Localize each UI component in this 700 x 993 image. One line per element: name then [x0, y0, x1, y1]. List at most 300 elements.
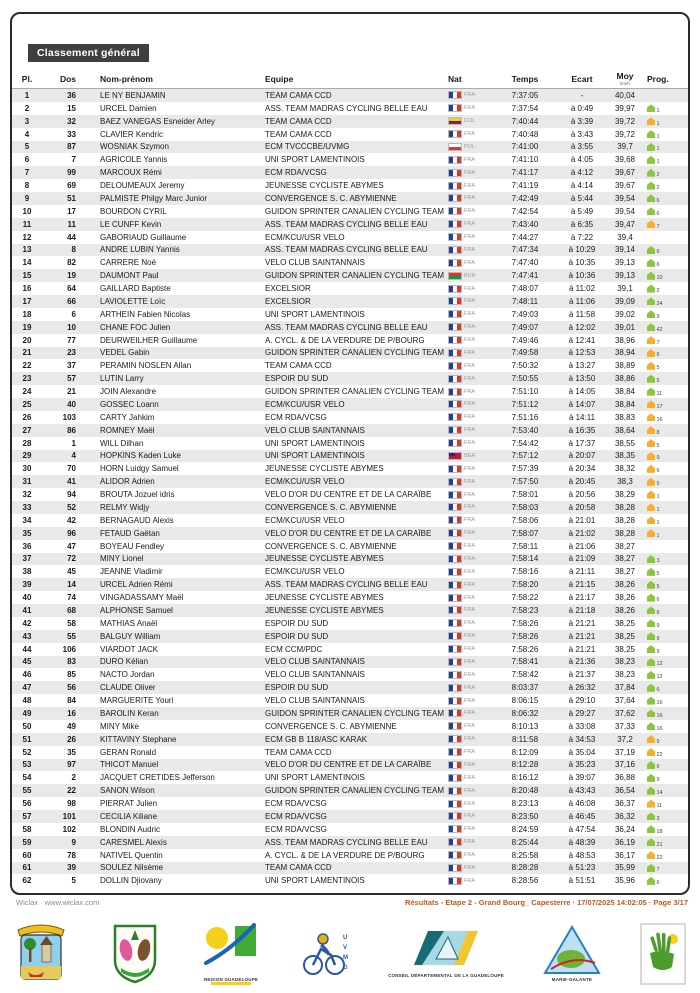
rank-cell: 33 — [22, 502, 32, 512]
progress-up-icon — [647, 825, 655, 833]
team-name: UNI SPORT LAMENTINOIS — [265, 876, 365, 886]
progress-count: 9 — [656, 777, 660, 784]
team-name: ECM RDA/VCSG — [265, 168, 327, 178]
progression-cell — [647, 488, 687, 501]
gap-cell: à 21:15 — [568, 580, 596, 590]
avg-speed-cell: 39,02 — [614, 309, 636, 319]
bib-cell: 32 — [67, 116, 76, 126]
progress-down-icon — [647, 336, 655, 344]
bib-cell: 23 — [67, 348, 76, 358]
progression-cell — [647, 578, 687, 591]
progress-count: 5 — [656, 571, 660, 578]
nationality-cell — [448, 372, 494, 385]
rider-name: MARCOUX Rémi — [100, 168, 162, 178]
marie-galante-label: MARIE-GALANTE — [551, 977, 593, 983]
table-row — [12, 823, 688, 836]
nationality-code: FRA — [464, 620, 475, 627]
fra-flag-icon — [448, 400, 462, 408]
nationality-cell — [448, 553, 494, 566]
progress-count: 1 — [656, 107, 660, 114]
progression-cell — [647, 218, 687, 231]
bib-cell: 99 — [67, 168, 76, 178]
progression-cell — [647, 540, 687, 553]
fra-flag-icon — [448, 323, 462, 331]
gap-cell: à 4:12 — [570, 168, 594, 178]
time-cell: 7:49:03 — [511, 309, 539, 319]
col-header-name: Nom-prénom — [100, 74, 153, 84]
region-underline — [211, 982, 251, 985]
bib-cell: 42 — [67, 515, 76, 525]
gap-cell: à 21:21 — [568, 631, 596, 641]
avg-speed-cell: 38,96 — [614, 335, 636, 345]
table-row — [12, 179, 688, 192]
gap-cell: à 35:23 — [568, 760, 596, 770]
gap-cell: à 12:02 — [568, 322, 596, 332]
fra-flag-icon — [448, 864, 462, 872]
gap-cell: à 39:07 — [568, 773, 596, 783]
fra-flag-icon — [448, 285, 462, 293]
rank-cell: 54 — [22, 773, 32, 783]
team-name: ASS. TEAM MADRAS CYCLING BELLE EAU — [265, 322, 428, 332]
progress-count: 1 — [656, 159, 660, 166]
nationality-cell — [448, 643, 494, 656]
rider-name: BOYEAU Fendley — [100, 541, 165, 551]
progress-count: 5 — [656, 481, 660, 488]
col-header-gap: Ecart — [571, 74, 593, 84]
progression-cell — [647, 359, 687, 372]
rank-cell: 30 — [22, 464, 32, 474]
progress-down-icon — [647, 851, 655, 859]
time-cell: 7:42:49 — [511, 193, 539, 203]
progression-cell — [647, 771, 687, 784]
rider-name: NACTO Jordan — [100, 670, 155, 680]
progress-down-icon — [647, 503, 655, 511]
grand-bourg-coat-of-arms — [14, 922, 68, 986]
rider-name: BOURDON CYRIL — [100, 206, 167, 216]
table-row — [12, 244, 688, 257]
rank-cell: 48 — [22, 696, 32, 706]
wiclax-credit-link[interactable]: Wiclax · www.wiclax.com — [16, 898, 100, 907]
progress-down-icon — [647, 465, 655, 473]
progression-cell — [647, 591, 687, 604]
avg-speed-cell: 38,25 — [614, 618, 636, 628]
fra-flag-icon — [448, 130, 462, 138]
nationality-code: FRA — [464, 633, 475, 640]
rider-name: GAILLARD Baptiste — [100, 284, 171, 294]
nationality-code: FRA — [464, 504, 475, 511]
progress-up-icon — [647, 388, 655, 396]
gap-cell: à 21:37 — [568, 670, 596, 680]
gap-cell: à 16:35 — [568, 425, 596, 435]
rider-name: BAEZ VANEGAS Esneider Arley — [100, 116, 216, 126]
rank-cell: 42 — [22, 618, 32, 628]
gap-cell: à 51:51 — [568, 876, 596, 886]
fra-flag-icon — [448, 851, 462, 859]
progress-up-icon — [647, 259, 655, 267]
progression-cell — [647, 231, 687, 244]
team-name: GUIDON SPRINTER CANALIEN CYCLING TEAM — [265, 348, 444, 358]
avg-speed-cell: 38,55 — [614, 438, 636, 448]
nationality-code: POL — [464, 143, 476, 150]
nationality-code: FRA — [464, 259, 475, 266]
avg-speed-cell: 35,96 — [614, 876, 636, 886]
table-row — [12, 192, 688, 205]
table-row — [12, 475, 688, 488]
sponsor-logos — [14, 918, 686, 990]
avg-speed-cell: 38,27 — [614, 567, 636, 577]
gap-cell: à 33:08 — [568, 721, 596, 731]
rider-name: BALGUY William — [100, 631, 161, 641]
rank-cell: 28 — [22, 438, 32, 448]
nationality-code: FRA — [464, 800, 475, 807]
progression-cell — [647, 874, 687, 887]
team-name: ESPOIR DU SUD — [265, 683, 329, 693]
progress-count: 6 — [656, 352, 660, 359]
bib-cell: 35 — [67, 747, 76, 757]
avg-speed-cell: 38,27 — [614, 554, 636, 564]
table-row — [12, 411, 688, 424]
progression-cell — [647, 462, 687, 475]
fra-flag-icon — [448, 169, 462, 177]
time-cell: 7:58:06 — [511, 515, 539, 525]
progress-down-icon — [647, 220, 655, 228]
avg-speed-cell: 38,28 — [614, 502, 636, 512]
avg-speed-cell: 38,29 — [614, 490, 636, 500]
rider-name: WILL Dilhan — [100, 438, 144, 448]
nationality-cell — [448, 166, 494, 179]
time-cell: 7:41:00 — [511, 142, 539, 152]
fra-flag-icon — [448, 516, 462, 524]
progress-up-icon — [647, 104, 655, 112]
table-row — [12, 514, 688, 527]
progression-cell — [647, 308, 687, 321]
table-row — [12, 282, 688, 295]
bib-cell: 15 — [67, 103, 76, 113]
rider-name: SANON Wilson — [100, 786, 155, 796]
nationality-cell — [448, 411, 494, 424]
fra-flag-icon — [448, 542, 462, 550]
time-cell: 7:42:54 — [511, 206, 539, 216]
region-guadeloupe-logo — [202, 923, 260, 986]
progress-up-icon — [647, 722, 655, 730]
progress-up-icon — [647, 838, 655, 846]
progress-count: 6 — [656, 764, 660, 771]
gap-cell: à 21:06 — [568, 541, 596, 551]
time-cell: 7:58:22 — [511, 593, 539, 603]
progression-cell — [647, 205, 687, 218]
fra-flag-icon — [448, 349, 462, 357]
rider-name: WOSNIAK Szymon — [100, 142, 169, 152]
nationality-code: FRA — [464, 234, 475, 241]
progress-up-icon — [647, 246, 655, 254]
progression-cell — [647, 411, 687, 424]
fra-flag-icon — [448, 503, 462, 511]
table-row — [12, 359, 688, 372]
progress-up-icon — [647, 774, 655, 782]
time-cell: 7:58:41 — [511, 657, 539, 667]
nationality-cell — [448, 823, 494, 836]
avg-speed-cell: 36,37 — [614, 799, 636, 809]
rank-cell: 20 — [22, 335, 32, 345]
rank-cell: 57 — [22, 811, 32, 821]
time-cell: 7:51:16 — [511, 412, 539, 422]
rider-name: VINGADASSAMY Maël — [100, 593, 184, 603]
fra-flag-icon — [448, 568, 462, 576]
nationality-code: FRA — [464, 440, 475, 447]
progression-cell — [647, 475, 687, 488]
gap-cell: à 46:45 — [568, 811, 596, 821]
progress-up-icon — [647, 671, 655, 679]
time-cell: 8:12:09 — [511, 747, 539, 757]
team-name: UNI SPORT LAMENTINOIS — [265, 773, 365, 783]
rider-name: ALIDOR Adrien — [100, 477, 155, 487]
rider-name: URCEL Damien — [100, 103, 157, 113]
progress-up-icon — [647, 156, 655, 164]
rider-name: DOLLIN Djiovany — [100, 876, 162, 886]
fra-flag-icon — [448, 722, 462, 730]
progress-up-icon — [647, 864, 655, 872]
pol-flag-icon — [448, 143, 462, 151]
avg-speed-cell: 39,1 — [617, 284, 633, 294]
gap-cell: à 21:21 — [568, 644, 596, 654]
team-name: VELO CLUB SAINTANNAIS — [265, 425, 365, 435]
progress-down-icon — [647, 426, 655, 434]
progression-cell — [647, 450, 687, 463]
team-name: UNI SPORT LAMENTINOIS — [265, 155, 365, 165]
time-cell: 8:24:59 — [511, 824, 539, 834]
time-cell: 7:54:42 — [511, 438, 539, 448]
progression-cell — [647, 153, 687, 166]
nationality-cell — [448, 862, 494, 875]
rank-cell: 46 — [22, 670, 32, 680]
nationality-cell — [448, 759, 494, 772]
rank-cell: 18 — [22, 309, 32, 319]
rider-name: VEDEL Gabin — [100, 348, 150, 358]
nationality-code: FRA — [464, 246, 475, 253]
rank-cell: 22 — [22, 361, 32, 371]
time-cell: 7:58:16 — [511, 567, 539, 577]
avg-speed-cell: 38,26 — [614, 605, 636, 615]
nationality-cell — [448, 437, 494, 450]
nationality-cell — [448, 565, 494, 578]
team-name: TEAM CAMA CCD — [265, 863, 332, 873]
team-name: ECM RDA/VCSG — [265, 811, 327, 821]
progression-cell — [647, 141, 687, 154]
col-header-progression: Prog. — [647, 74, 669, 84]
rank-cell: 27 — [22, 425, 32, 435]
progress-up-icon — [647, 310, 655, 318]
rider-name: LUTIN Larry — [100, 374, 144, 384]
team-name: A. CYCL. & DE LA VERDURE DE P/BOURG — [265, 335, 425, 345]
pays-marie-galante-logo — [640, 923, 686, 985]
team-name: TEAM CAMA CCD — [265, 747, 332, 757]
table-header — [12, 70, 688, 89]
bib-cell: 10 — [67, 322, 76, 332]
progress-count: 16 — [656, 416, 663, 423]
table-row — [12, 836, 688, 849]
progress-count: 9 — [656, 635, 660, 642]
nationality-code: FRA — [464, 723, 475, 730]
gap-cell: à 21:01 — [568, 515, 596, 525]
gap-cell: à 20:45 — [568, 477, 596, 487]
nationality-cell — [448, 540, 494, 553]
nationality-code: FRA — [464, 92, 475, 99]
avg-speed-cell: 36,54 — [614, 786, 636, 796]
avg-speed-cell: 38,28 — [614, 528, 636, 538]
fra-flag-icon — [448, 439, 462, 447]
avg-speed-unit: km/h — [620, 80, 630, 86]
avg-speed-cell: 38,94 — [614, 348, 636, 358]
gap-cell: à 14:07 — [568, 399, 596, 409]
progress-count: 6 — [656, 262, 660, 269]
gap-cell: à 14:05 — [568, 387, 596, 397]
team-name: ECM/KCU/USR VELO — [265, 477, 345, 487]
gap-cell: à 35:04 — [568, 747, 596, 757]
bib-cell: 44 — [67, 232, 76, 242]
progression-cell — [647, 398, 687, 411]
team-name: EXCELSIOR — [265, 284, 311, 294]
table-row — [12, 205, 688, 218]
rider-name: FETAUD Gaëtan — [100, 528, 160, 538]
gap-cell: à 46:08 — [568, 799, 596, 809]
gap-cell: à 20:34 — [568, 464, 596, 474]
progress-up-icon — [647, 194, 655, 202]
time-cell: 7:37:54 — [511, 103, 539, 113]
progress-up-icon — [647, 297, 655, 305]
progress-up-icon — [647, 130, 655, 138]
progress-count: 2 — [656, 185, 660, 191]
progress-up-icon — [647, 709, 655, 717]
progression-cell — [647, 746, 687, 759]
gap-cell: à 17:37 — [568, 438, 596, 448]
rank-cell: 1 — [24, 90, 30, 100]
conseil-departemental-guadeloupe-logo — [388, 929, 504, 979]
marie-galante-triangle-icon — [543, 925, 601, 977]
progress-count: 8 — [656, 429, 660, 436]
fra-flag-icon — [448, 787, 462, 795]
time-cell: 8:28:56 — [511, 876, 539, 886]
rider-name: GABORIAUD Guillaume — [100, 232, 187, 242]
progress-down-icon — [647, 491, 655, 499]
time-cell: 7:51:12 — [511, 399, 539, 409]
rank-cell: 7 — [24, 168, 30, 178]
col-header-rank: Pl. — [21, 74, 33, 84]
time-cell: 7:43:40 — [511, 219, 539, 229]
rank-cell: 47 — [22, 683, 32, 693]
time-cell: 8:23:50 — [511, 811, 539, 821]
rider-name: KITTAVINY Stephane — [100, 734, 177, 744]
progression-cell — [647, 759, 687, 772]
progress-count: 12 — [656, 661, 663, 668]
nationality-code: FRA — [464, 131, 475, 138]
nationality-cell — [448, 179, 494, 192]
progression-cell — [647, 836, 687, 849]
progress-up-icon — [647, 658, 655, 666]
rank-cell: 2 — [24, 103, 30, 113]
bib-cell: 45 — [67, 567, 76, 577]
nationality-code: FRA — [464, 877, 475, 884]
nationality-cell — [448, 656, 494, 669]
time-cell: 8:16:12 — [511, 773, 539, 783]
nationality-code: FRA — [464, 156, 475, 163]
rank-cell: 4 — [24, 129, 30, 139]
fra-flag-icon — [448, 671, 462, 679]
time-cell: 7:50:32 — [511, 361, 539, 371]
bib-cell: 83 — [67, 657, 76, 667]
green-hand-icon — [640, 923, 686, 985]
team-name: ECM GB B 118/ASC KARAK — [265, 734, 368, 744]
progress-up-icon — [647, 697, 655, 705]
table-row — [12, 553, 688, 566]
progress-count: 18 — [656, 828, 663, 835]
time-cell: 7:58:14 — [511, 554, 539, 564]
nationality-code: FRA — [464, 826, 475, 833]
progression-cell — [647, 385, 687, 398]
nationality-cell — [448, 205, 494, 218]
fra-flag-icon — [448, 91, 462, 99]
svg-text:M: M — [343, 955, 349, 961]
progression-cell — [647, 115, 687, 128]
rank-cell: 45 — [22, 657, 32, 667]
crest-icon — [107, 922, 163, 986]
bib-cell: 33 — [67, 129, 76, 139]
time-cell: 7:58:23 — [511, 605, 539, 615]
rank-cell: 40 — [22, 593, 32, 603]
col-header-time: Temps — [511, 74, 539, 84]
progression-cell — [647, 784, 687, 797]
progress-count: 2 — [656, 288, 660, 294]
table-row — [12, 694, 688, 707]
nationality-code: FRA — [464, 285, 475, 292]
time-cell: 7:58:20 — [511, 580, 539, 590]
time-cell: 7:49:07 — [511, 322, 539, 332]
avg-speed-cell: 39,4 — [617, 232, 633, 242]
avg-speed-cell: 39,72 — [614, 116, 636, 126]
rider-name: CARTY Jahkim — [100, 412, 155, 422]
progression-cell — [647, 553, 687, 566]
gap-cell: à 13:50 — [568, 374, 596, 384]
rider-name: VIARDOT JACK — [100, 644, 159, 654]
col-header-bib: Dos — [59, 74, 76, 84]
nationality-code: FRA — [464, 594, 475, 601]
nationality-cell — [448, 694, 494, 707]
rank-cell: 38 — [22, 567, 32, 577]
nationality-code: BUR — [464, 272, 476, 279]
progress-count: 17 — [656, 403, 663, 410]
nationality-cell — [448, 334, 494, 347]
progress-down-icon — [647, 362, 655, 370]
team-name: JEUNESSE CYCLISTE ABYMES — [265, 464, 384, 474]
rider-name: CECILIA Kiliane — [100, 811, 157, 821]
table-row — [12, 733, 688, 746]
nationality-code: FRA — [464, 607, 475, 614]
nationality-code: FRA — [464, 697, 475, 704]
time-cell: 8:10:13 — [511, 721, 539, 731]
time-cell: 7:44:27 — [511, 232, 539, 242]
progress-count: 7 — [656, 867, 660, 874]
team-name: TEAM CAMA CCD — [265, 116, 332, 126]
rank-cell: 11 — [22, 219, 32, 229]
time-cell: 7:47:34 — [511, 245, 539, 255]
rank-cell: 31 — [22, 477, 32, 487]
rank-cell: 3 — [24, 116, 30, 126]
progress-down-icon — [647, 478, 655, 486]
fra-flag-icon — [448, 259, 462, 267]
time-cell: 7:49:46 — [511, 335, 539, 345]
nationality-code: FRA — [464, 658, 475, 665]
gap-cell: à 13:27 — [568, 361, 596, 371]
coat-of-arms-icon — [14, 922, 68, 986]
